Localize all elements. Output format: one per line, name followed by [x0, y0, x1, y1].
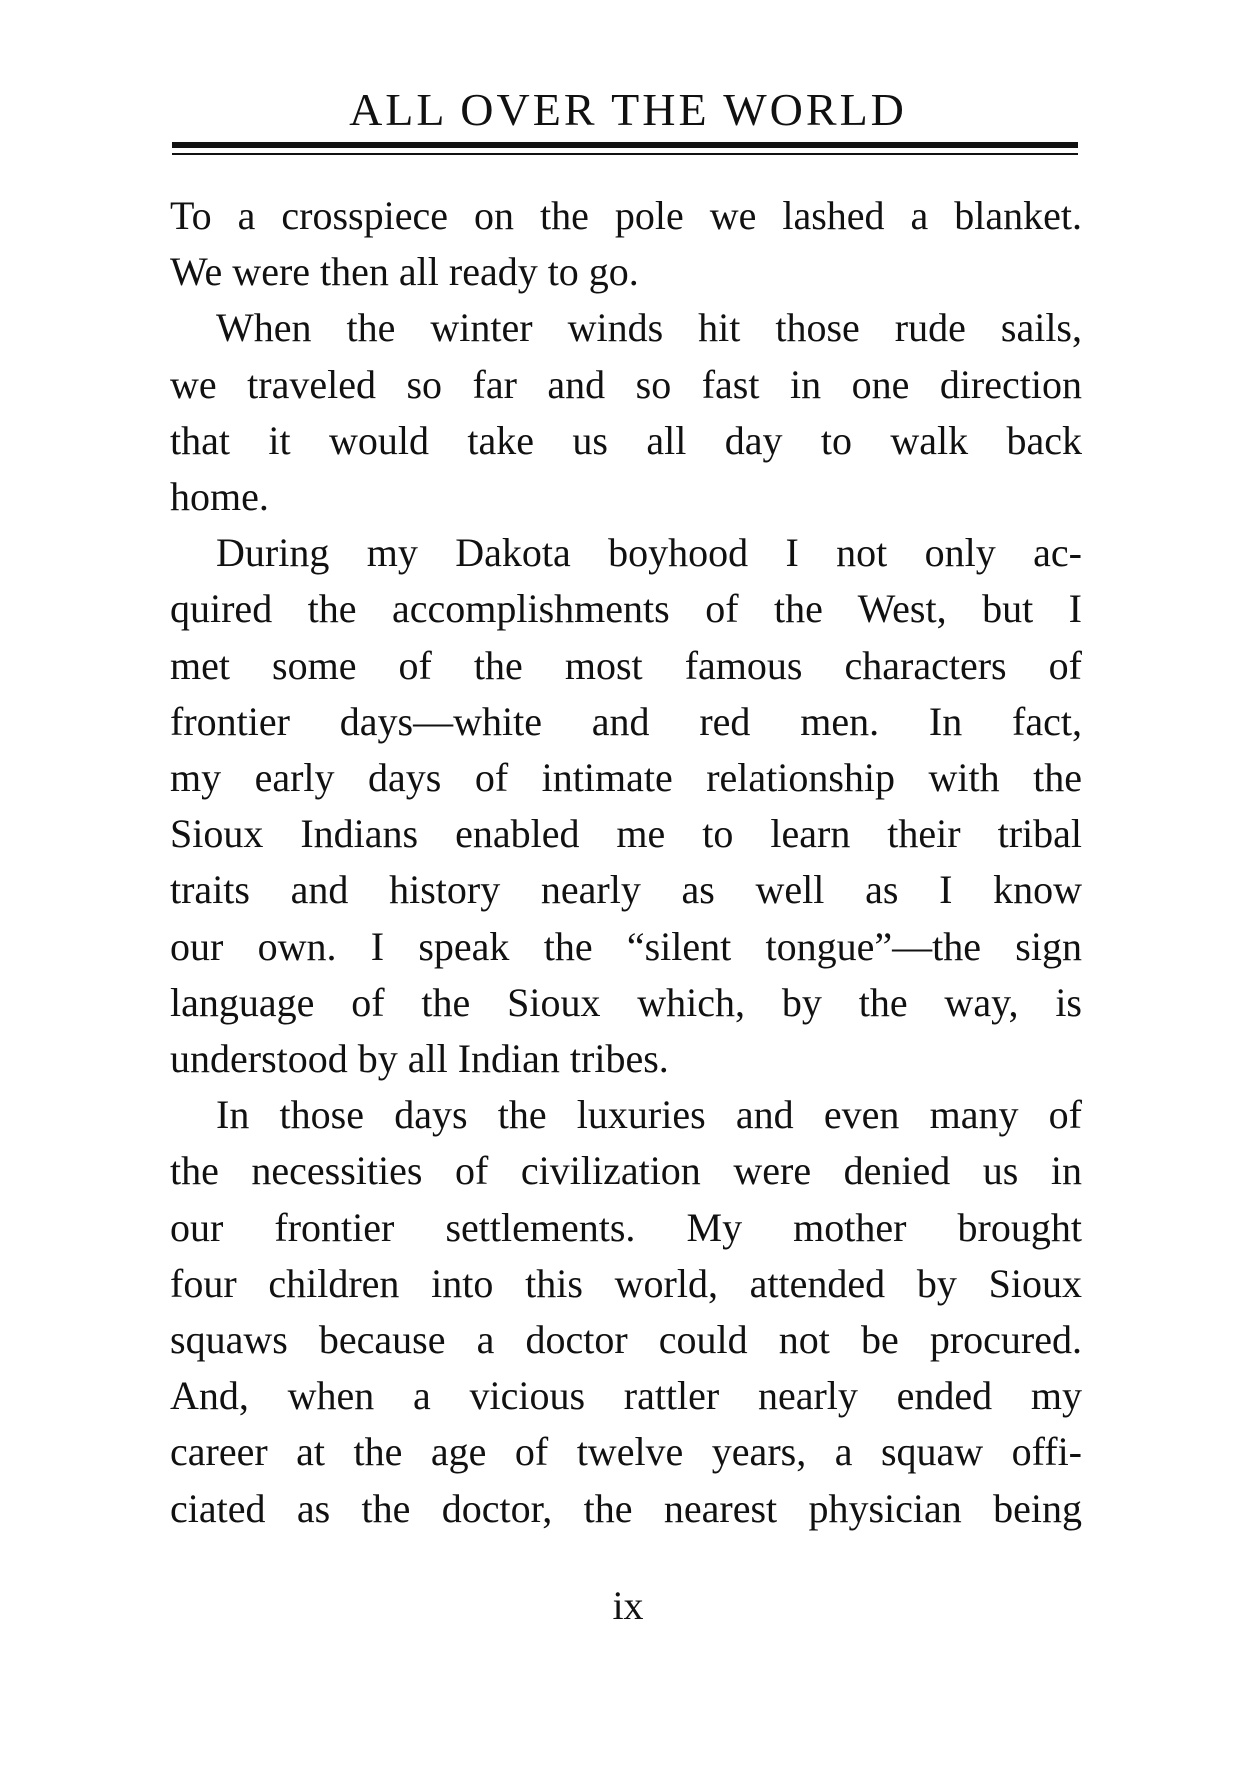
text-line: We were then all ready to go. — [170, 249, 639, 295]
text-line: language of the Sioux which, by the way, is — [170, 979, 1082, 1025]
text-line: ciated as the doctor, the nearest physician being — [170, 1485, 1082, 1531]
text-line: my early days of intimate relationship with the — [170, 755, 1082, 801]
page-number: ix — [612, 1583, 644, 1628]
text-line: we traveled so far and so fast in one direction — [170, 361, 1082, 407]
text-line: And, when a vicious rattler nearly ended my — [170, 1373, 1082, 1419]
header-rule-thin — [172, 153, 1078, 155]
text-line: met some of the most famous characters of — [170, 642, 1082, 688]
text-line: the necessities of civilization were denied us in — [170, 1148, 1082, 1194]
text-line: home. — [170, 474, 269, 520]
running-head: ALL OVER THE WORLD — [349, 84, 907, 135]
text-line: frontier days—white and red men. In fact, — [170, 698, 1082, 744]
text-line: that it would take us all day to walk back — [170, 417, 1082, 463]
text-line: career at the age of twelve years, a squaw offi- — [170, 1429, 1082, 1475]
body-text — [170, 188, 1082, 1537]
text-line: quired the accomplishments of the West, but I — [170, 586, 1082, 632]
header-rule-thick — [172, 142, 1078, 148]
text-line: our own. I speak the “silent tongue”—the sign — [170, 923, 1082, 969]
text-line: To a crosspiece on the pole we lashed a blanket. — [170, 193, 1082, 238]
text-line: In those days the luxuries and even many of — [216, 1092, 1082, 1138]
text-line: our frontier settlements. My mother brought — [170, 1204, 1082, 1250]
text-line: traits and history nearly as well as I know — [170, 867, 1082, 913]
text-line: When the winter winds hit those rude sails, — [216, 305, 1082, 351]
text-line: four children into this world, attended by Sioux — [170, 1260, 1082, 1306]
text-line: squaws because a doctor could not be procured. — [170, 1317, 1082, 1363]
text-line: Sioux Indians enabled me to learn their tribal — [170, 811, 1082, 857]
text-line: understood by all Indian tribes. — [170, 1036, 669, 1082]
text-line: During my Dakota boyhood I not only ac- — [216, 530, 1082, 576]
